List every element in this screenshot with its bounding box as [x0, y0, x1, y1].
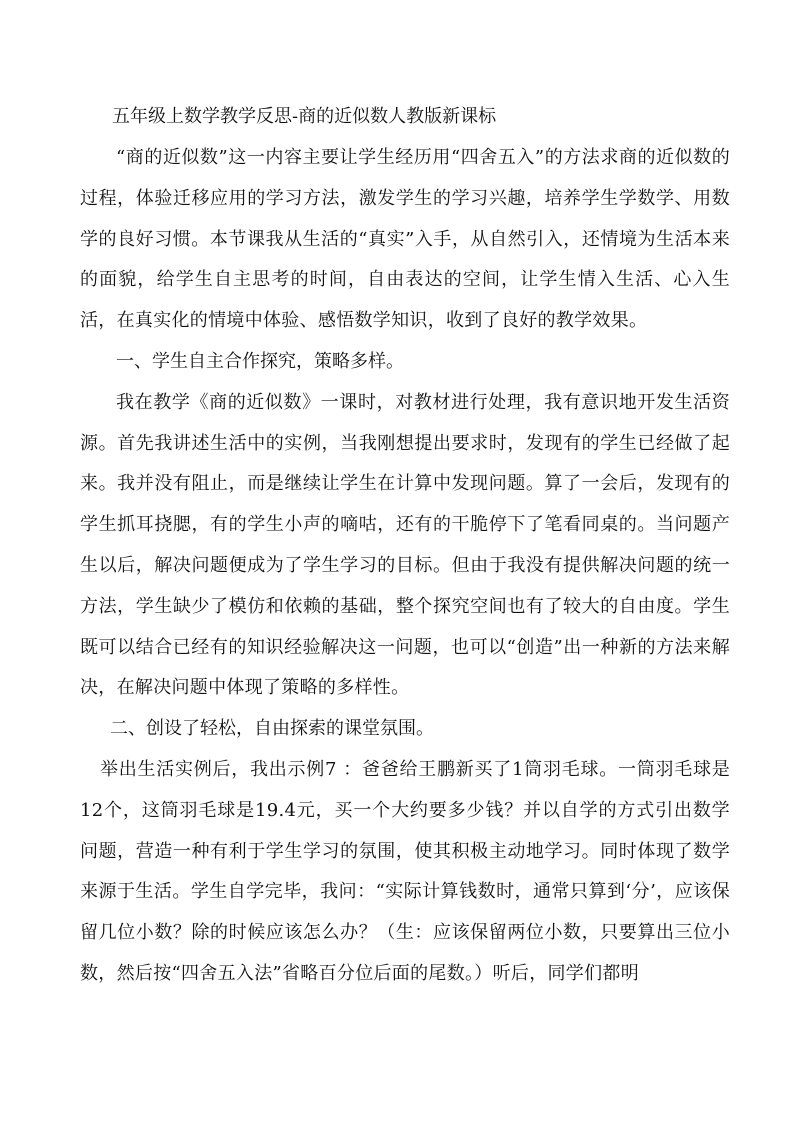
section-2-paragraph: 举出生活实例后，我出示例7 ：爸爸给王鹏新买了1筒羽毛球。一筒羽毛球是12个，这筒羽毛球是19.4元，买一个大约要多少钱？并以自学的方式引出数学问题，营造一种有利于学生学习的氛围，使其积极主动地学习。同时体现了数学来源于生活。学生自学完毕，我问：“实际计算钱数时，通常只算到‘分’，应该保留几位小数？除的时候应该怎么办？（生：应该保留两位小数，只要算出三位小数，然后按“四舍五入法”省略百分位后面的尾数。）听后，同学们都明: [80, 758, 730, 984]
document-title: 五年级上数学教学反思-商的近似数人教版新课标: [112, 106, 497, 127]
section-2-heading: 二、创设了轻松，自由探索的课堂氛围。: [110, 718, 434, 740]
section-1-heading: 一、学生自主合作探究，策略多样。: [116, 350, 404, 372]
intro-paragraph: “商的近似数”这一内容主要让学生经历用“四舍五入”的方法求商的近似数的过程，体验迁移应用的学习方法，激发学生的学习兴趣，培养学生学数学、用数学的良好习惯。本节课我从生活的“真实”入手，从自然引入，还情境为生活本来的面貌，给学生自主思考的时间，自由表达的空间，让学生情入生活、心入生活，在真实化的情境中体验、感悟数学知识，收到了良好的教学效果。: [80, 147, 730, 332]
section-1-paragraph: 我在教学《商的近似数》一课时，对教材进行处理，我有意识地开发生活资源。首先我讲述生活中的实例，当我刚想提出要求时，发现有的学生已经做了起来。我并没有阻止，而是继续让学生在计算中发现问题。算了一会后，发现有的学生抓耳挠腮，有的学生小声的嘀咕，还有的干脆停下了笔看同桌的。当问题产生以后，解决问题便成为了学生学习的目标。但由于我没有提供解决问题的统一方法，学生缺少了模仿和依赖的基础，整个探究空间也有了较大的自由度。学生既可以结合已经有的知识经验解决这一问题，也可以“创造”出一种新的方法来解决，在解决问题中体现了策略的多样性。: [80, 391, 730, 699]
